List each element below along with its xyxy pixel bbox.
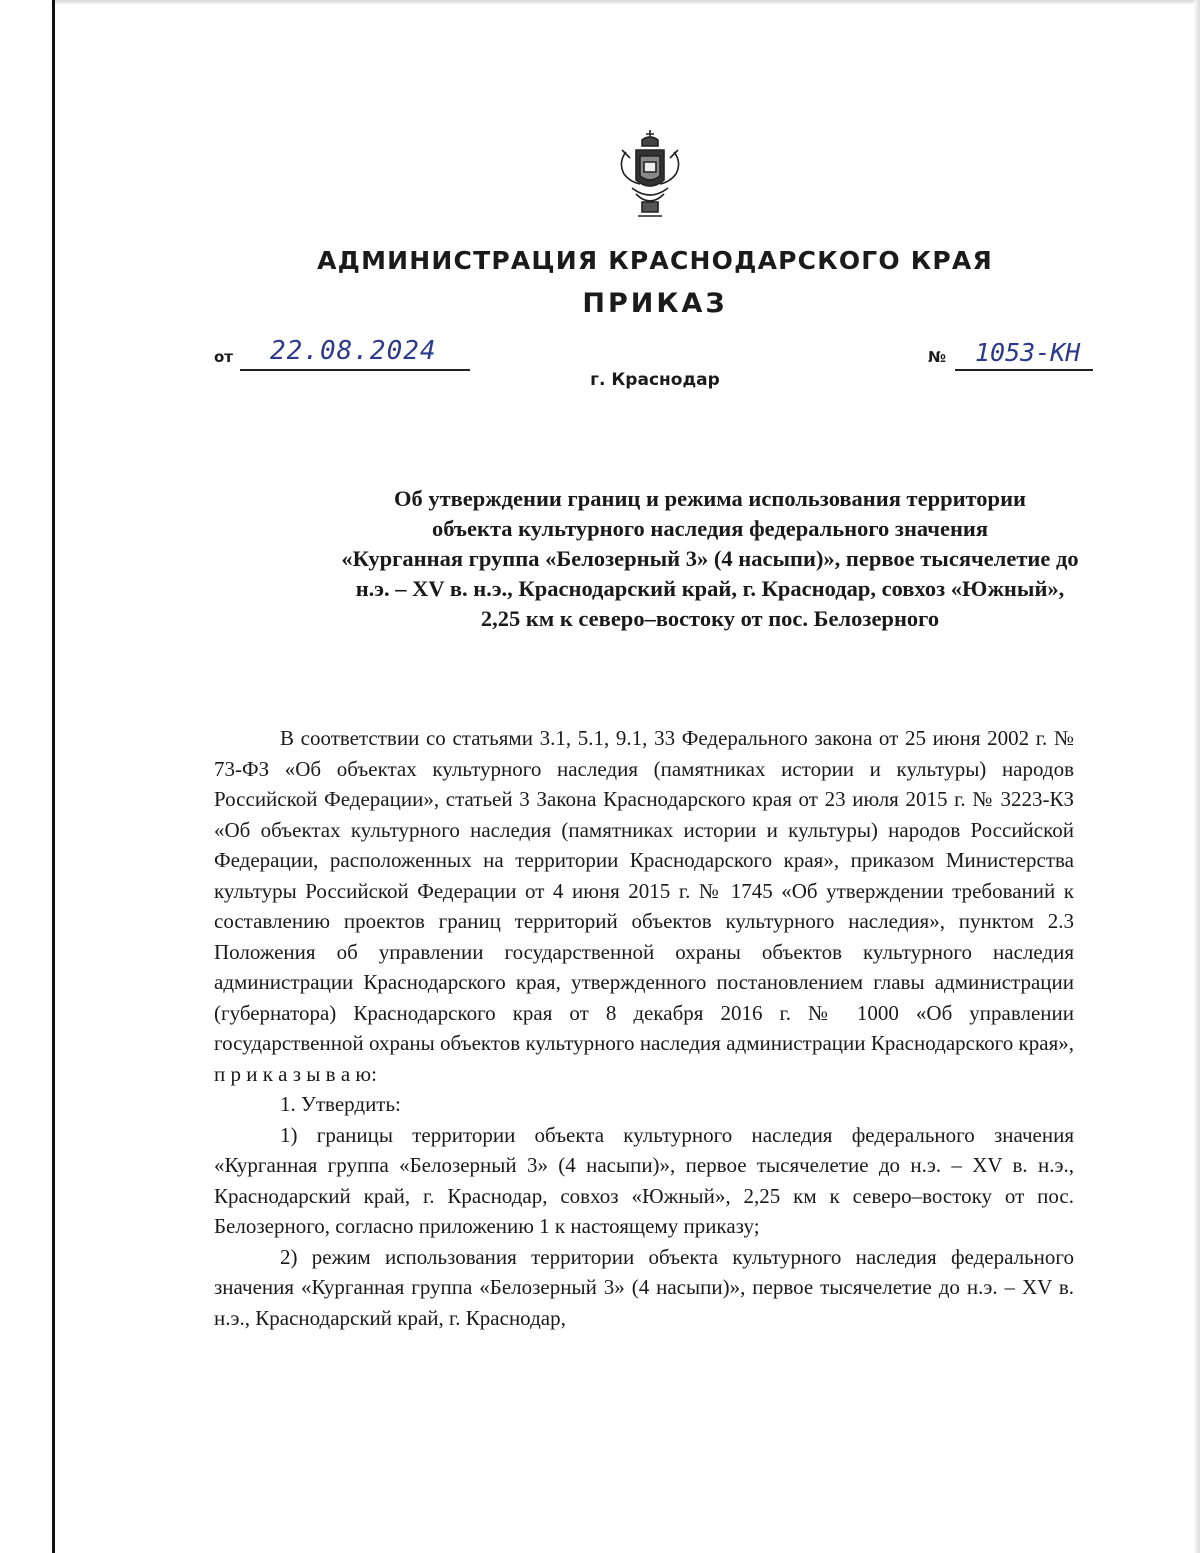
order-word: п р и к а з ы в а ю:	[214, 1061, 377, 1086]
date-prefix: от	[214, 348, 233, 366]
title-line: 2,25 км к северо–востоку от пос. Белозерного	[480, 606, 940, 631]
item-1-1: 1) границы территории объекта культурного наследия федерального значения «Курганная группа «Белозерный 3» (4 насыпи)», первое тысячелетие до н.э. – XV в. н.э., Краснодарский край, г. Краснодар, совхоз «Южный», 2,25 км к северо–востоку от пос. Белозерного, согласно приложению 1 к настоящему приказу;	[214, 1122, 1074, 1238]
title-line: н.э. – XV в. н.э., Краснодарский край, г. Краснодар, совхоз «Южный»,	[355, 576, 1065, 601]
title-line: Об утверждении границ и режима использования территории	[393, 486, 1027, 511]
organization-name: АДМИНИСТРАЦИЯ КРАСНОДАРСКОГО КРАЯ	[317, 246, 993, 275]
city: г. Краснодар	[590, 370, 720, 390]
handwritten-number: 1053-КН	[975, 338, 1081, 367]
title-line: объекта культурного наследия федерального значения	[431, 516, 989, 541]
handwritten-date: 22.08.2024	[270, 336, 437, 366]
title-line: «Курганная группа «Белозерный 3» (4 насыпи)», первое тысячелетие до	[341, 546, 1079, 571]
number-prefix: №	[928, 348, 947, 366]
preamble-text: В соответствии со статьями 3.1, 5.1, 9.1, 33 Федерального закона от 25 июня 2002 г. № 73-ФЗ «Об объектах культурного наследия (памятниках истории и культуры) народов Российской Федерации», статьей 3 Закона Краснодарского края от 23 июля 2015 г. № 3223-КЗ «Об объектах культурного наследия (памятниках истории и культуры) народов Российской Федерации, расположенных на территории Краснодарского края», приказом Министерства культуры Российской Федерации от 4 июня 2015 г. № 1745 «Об утверждении требований к составлению проектов границ территорий объектов культурного наследия», пунктом 2.3 Положения об управлении государственной охраны объектов культурного наследия администрации Краснодарского края, утвержденного постановлением главы администрации (губернатора) Краснодарского края от 8 декабря 2016 г. № 1000 «Об управлении государственной охраны объектов культурного наследия администрации Краснодарского края»,	[214, 726, 1074, 1055]
item-1: 1. Утвердить:	[280, 1092, 401, 1116]
scan-edge-top	[55, 0, 1200, 4]
document-body	[214, 723, 1074, 1333]
document-type: ПРИКАЗ	[582, 288, 728, 319]
scan-edge-left	[52, 0, 55, 1553]
scan-edge-right	[1194, 0, 1200, 1553]
document-title	[200, 484, 1200, 634]
preamble-paragraph	[214, 723, 1074, 1089]
item-1-2: 2) режим использования территории объекта культурного наследия федерального значения «Курганная группа «Белозерный 3» (4 насыпи)», первое тысячелетие до н.э. – XV в. н.э., Краснодарский край, г. Краснодар,	[214, 1244, 1074, 1330]
coat-of-arms-icon	[612, 128, 688, 220]
